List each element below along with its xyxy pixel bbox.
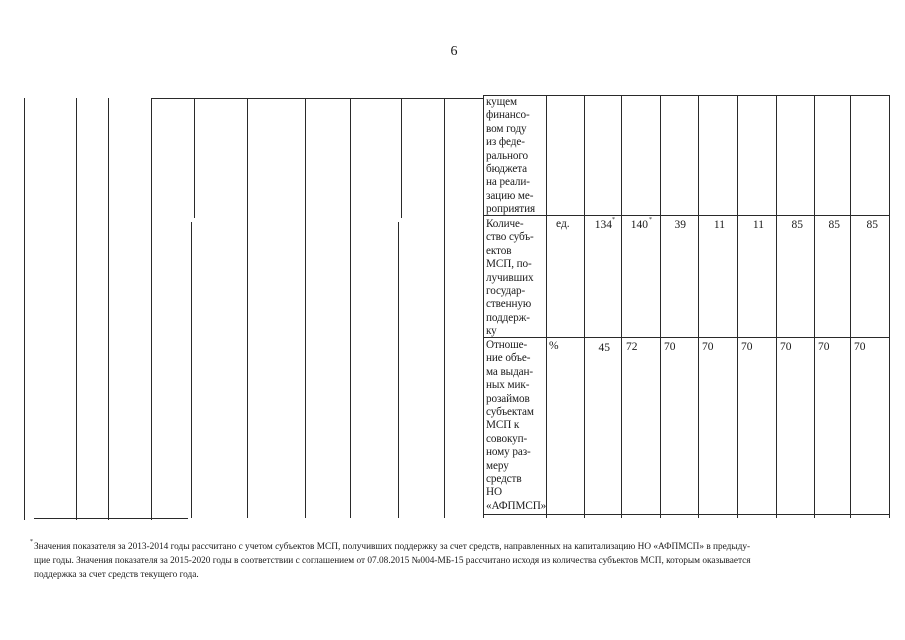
value-cell: 45 (598, 342, 610, 354)
value-cell: 72 (626, 341, 638, 353)
footnote-mark: * (649, 217, 652, 223)
value-cell: 70 (818, 341, 830, 353)
unit-cell: ед. (556, 218, 570, 230)
table-column-line (401, 98, 402, 218)
table-column-line (151, 98, 152, 520)
table-border-right (889, 95, 890, 518)
table-row-line (151, 98, 483, 99)
footnote-mark: * (612, 217, 615, 223)
table-column-line (76, 98, 77, 520)
table-column-line (398, 222, 399, 518)
table-row-line (483, 514, 889, 515)
indicator-name: Отноше- ние объе- ма выдан- ных мик- розаймов субъектам МСП к совокуп- ному раз- меру средств НО «АФПМСП» (486, 339, 547, 512)
table-column-line (305, 98, 306, 518)
footnote-separator (34, 518, 188, 519)
table-column-line (191, 222, 192, 518)
indicator-name: Количе- ство субъ- ектов МСП, по- лучивших государ- ственную поддерж- ку (486, 218, 534, 338)
table-column-line (483, 95, 484, 518)
table-column-line (194, 98, 195, 218)
table-column-line (814, 95, 815, 518)
value-cell: 70 (780, 341, 792, 353)
table-column-line (660, 95, 661, 518)
table-column-line (737, 95, 738, 518)
value-cell: 70 (741, 341, 753, 353)
table-border-left (24, 98, 25, 520)
indicator-name: кущем финансо- вом году из феде- рального бюджета на реали- зацию ме- роприятия (486, 96, 536, 216)
value-cell: 85 (828, 219, 840, 231)
table-column-line (546, 95, 547, 518)
table-column-line (850, 95, 851, 518)
value-cell: 134 (594, 219, 612, 231)
value-cell: 11 (713, 219, 725, 231)
value-cell: 70 (854, 341, 866, 353)
table-column-line (776, 95, 777, 518)
unit-cell: % (549, 340, 559, 352)
value-cell: 39 (674, 219, 686, 231)
value-cell: 70 (664, 341, 676, 353)
value-cell: 70 (702, 341, 714, 353)
value-cell: 85 (791, 219, 803, 231)
footnote-text: Значения показателя за 2013-2014 годы рассчитано с учетом субъектов МСП, получивших поддержку за счет средств, направленных на капитализацию НО «АФПМСП» в предыду- щие годы. Значения показателя за 2015-2020 годы в соответствии с соглашением от 07.08.2015 №004-МБ-15 рассчитано исходя из количества субъектов МСП, которым оказывается поддержка за счет средств текущего года. (34, 542, 751, 580)
table-column-line (584, 95, 585, 518)
value-cell: 11 (752, 219, 764, 231)
value-cell: 85 (866, 219, 878, 231)
table-column-line (350, 98, 351, 518)
value-cell: 140 (630, 219, 648, 231)
footnote-mark: * (30, 539, 33, 545)
page-number: 6 (450, 44, 458, 59)
table-column-line (698, 95, 699, 518)
table-column-line (444, 98, 445, 518)
table-column-line (621, 95, 622, 518)
table-column-line (108, 98, 109, 520)
table-column-line (247, 98, 248, 518)
